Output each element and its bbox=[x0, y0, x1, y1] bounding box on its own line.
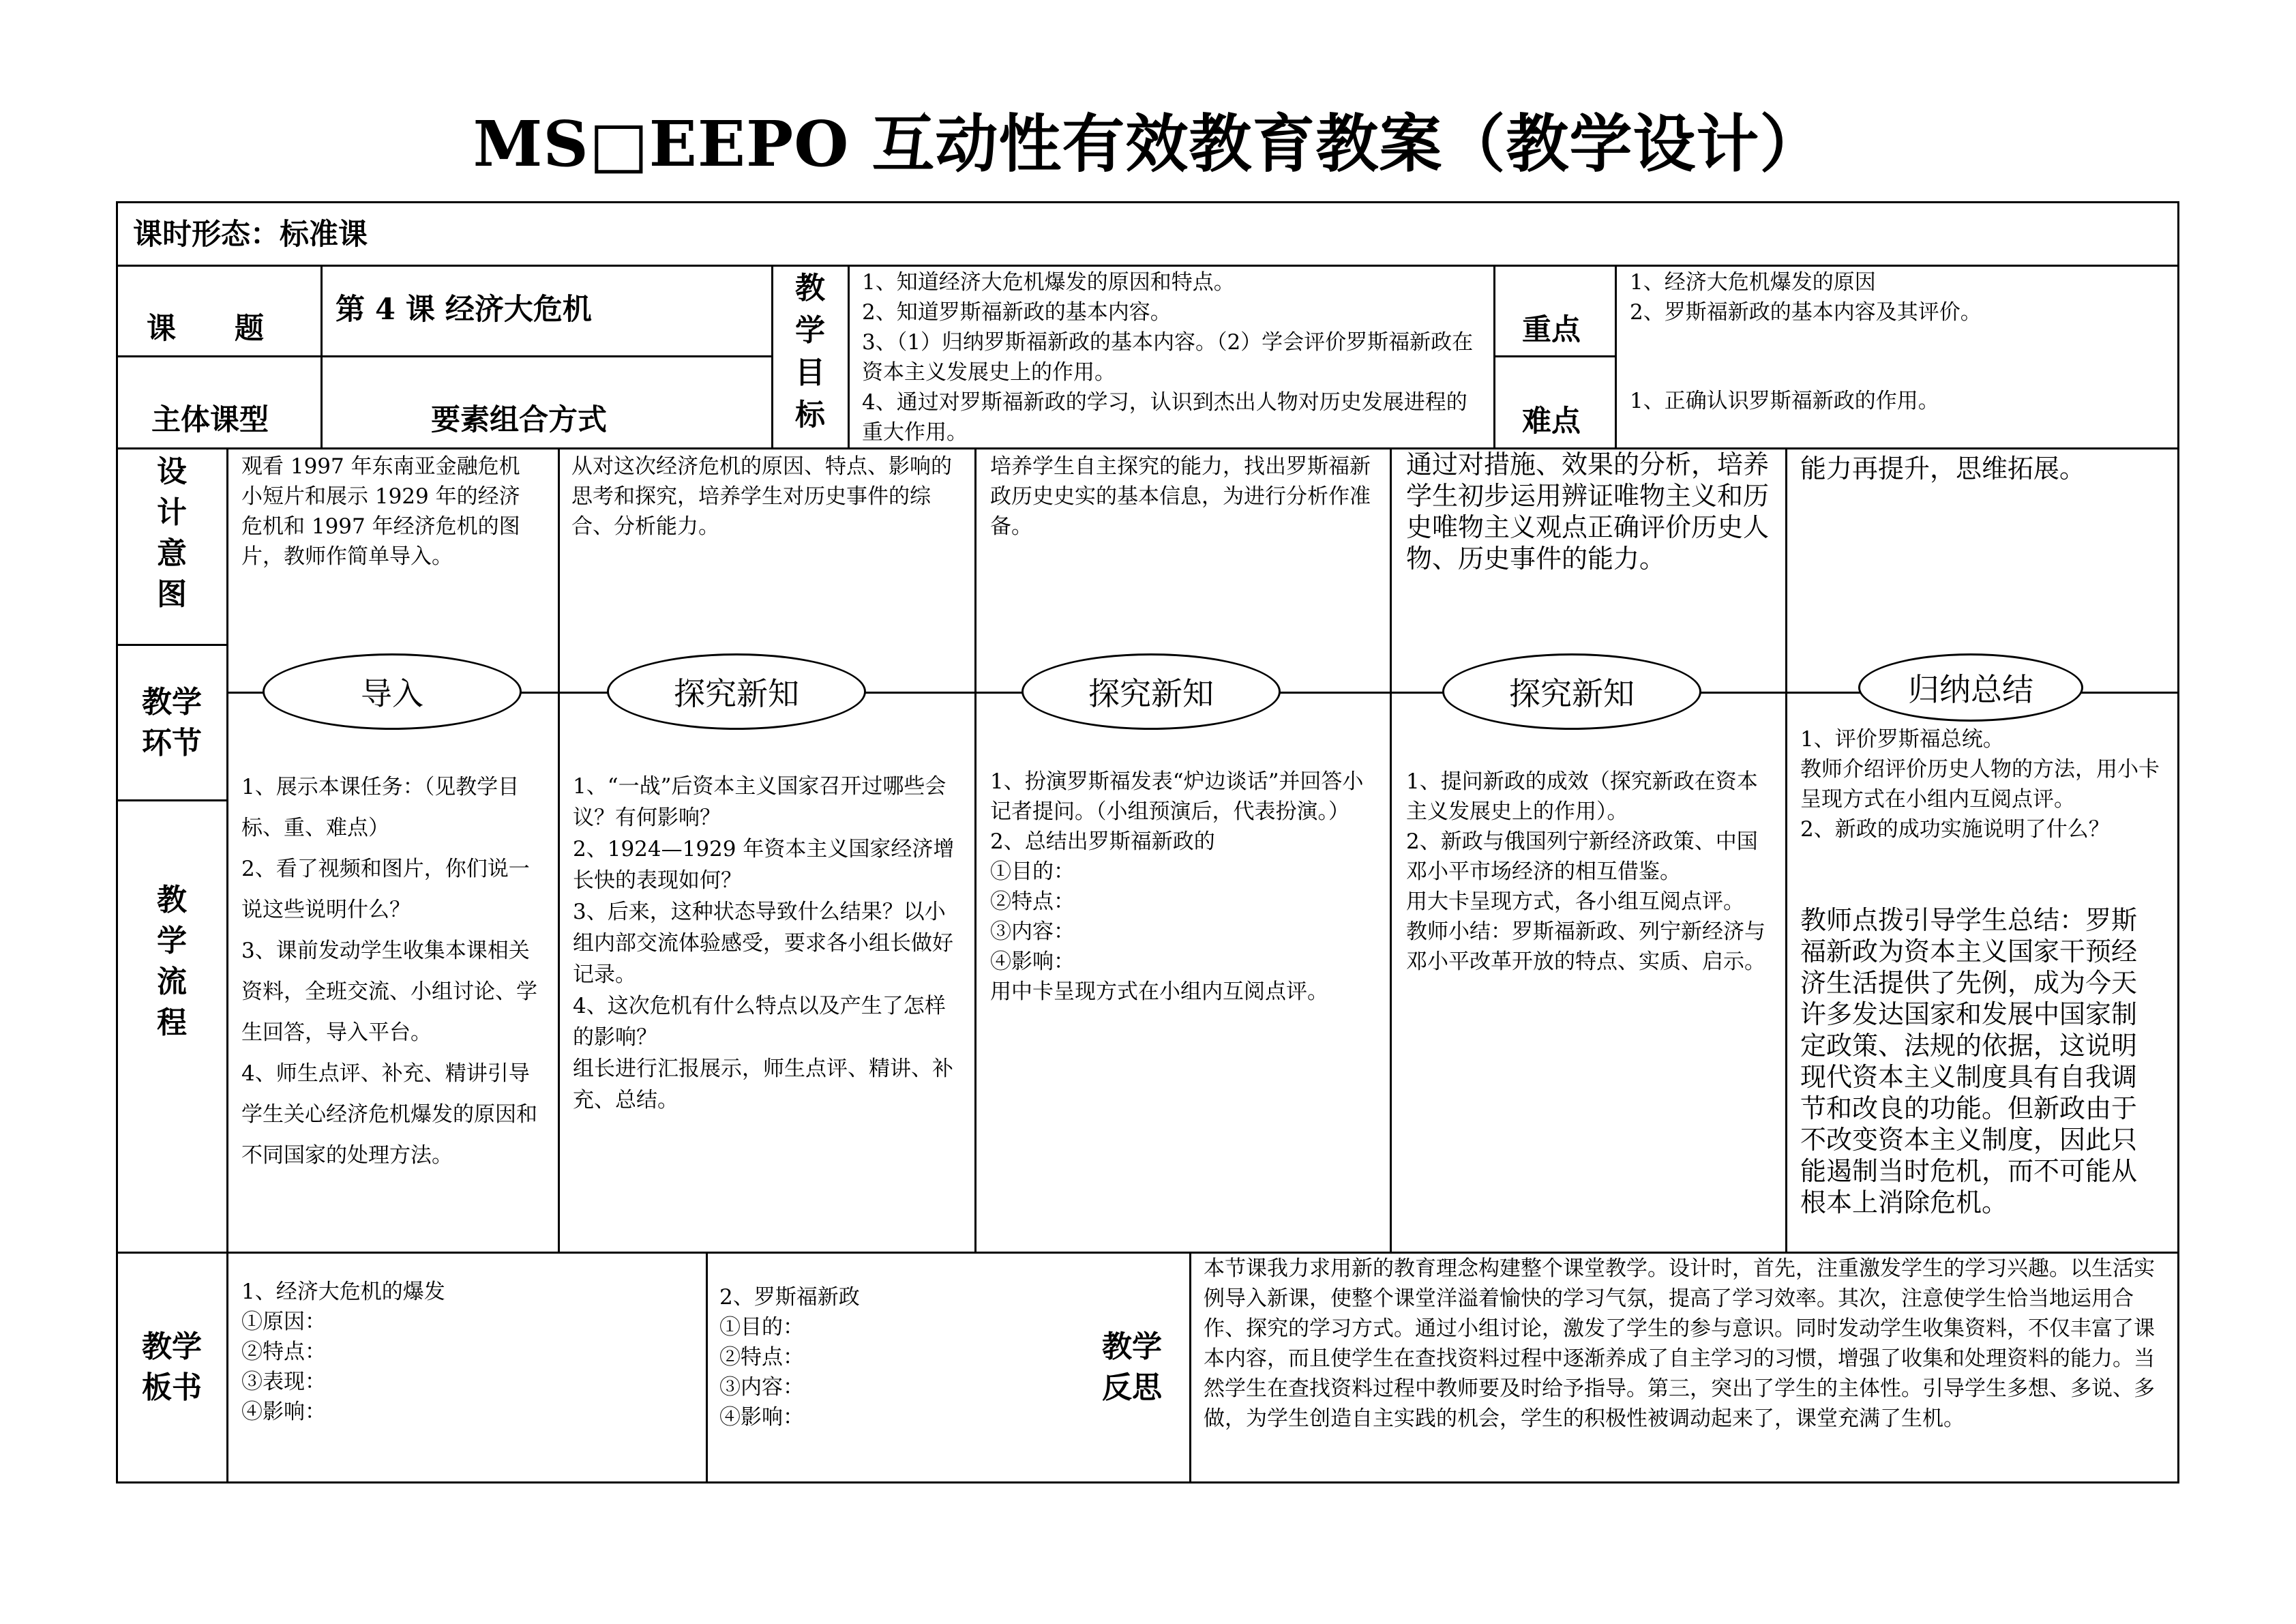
design-intent-label: 设 计 意 图 bbox=[157, 454, 187, 612]
design-intent-col-5: 能力再提升，思维拓展。 bbox=[1800, 454, 2086, 484]
blackboard-label: 教学 板书 bbox=[142, 1329, 202, 1405]
process-col-3: 1、扮演罗斯福发表“炉边谈话”并回答小记者提问。（小组预演后，代表扮演。） 2、总结出罗斯福新政的 ①目的： ②特点： ③内容： ④影响： 用中卡呈现方式在小组内互阅点评。 bbox=[990, 769, 1364, 1004]
process-col-4: 1、提问新政的成效（探究新政在资本主义发展史上的作用）。 2、新政与俄国列宁新经济政策、中国邓小平市场经济的相互借鉴。 用大卡呈现方式，各小组互阅点评。 教师小结：罗斯福新政、列宁新经济与邓小平改革开放的特点、实质、启示。 bbox=[1406, 769, 1765, 974]
reflection-text: 本节课我力求用新的教育理念构建整个课堂教学。设计时，首先，注重激发学生的学习兴趣。以生活实例导入新课，使整个课堂洋溢着愉快的学习气氛，提高了学习效率。其次，注意使学生恰当地运用合作、探究的学习方式。通过小组讨论，激发了学生的参与意识。同时发动学生收集资料，不仅丰富了课本内容，而且使学生在查找资料过程中逐渐养成了自主学习的习惯，增强了收集和处理资料的能力。当然学生在查找资料过程中教师要及时给予指导。第三，突出了学生的主体性。引导学生多想、多说、多做，为学生创造自主实践的机会，学生的积极性被调动起来了，课堂充满了生机。 bbox=[1204, 1256, 2155, 1431]
stage-summary: 归纳总结 bbox=[1858, 653, 2083, 722]
stage-intro: 导入 bbox=[263, 653, 522, 730]
page-title: MS□EEPO 互动性有效教育教案（教学设计） bbox=[473, 107, 1823, 181]
design-intent-col-2: 从对这次经济危机的原因、特点、影响的思考和探究，培养学生对历史事件的综合、分析能力。 bbox=[571, 454, 952, 539]
stage-explore-3: 探究新知 bbox=[1442, 653, 1701, 730]
reflection-label: 教学 反思 bbox=[1102, 1329, 1162, 1405]
stage-explore-1: 探究新知 bbox=[607, 653, 866, 730]
stage-explore-2: 探究新知 bbox=[1022, 653, 1281, 730]
design-intent-col-1: 观看 1997 年东南亚金融危机小短片和展示 1929 年的经济危机和 1997 年经济危机的图片，教师作简单导入。 bbox=[241, 454, 520, 569]
goals-label: 教 学 目 标 bbox=[795, 271, 825, 432]
design-intent-col-4: 通过对措施、效果的分析，培养学生初步运用辨证唯物主义和历史唯物主义观点正确评价历史人物、历史事件的能力。 bbox=[1406, 449, 1770, 574]
process-col-5: 1、评价罗斯福总统。 教师介绍评价历史人物的方法，用小卡呈现方式在小组内互阅点评。 2、新政的成功实施说明了什么？ bbox=[1800, 727, 2160, 842]
lesson-type-value: 要素组合方式 bbox=[431, 403, 607, 437]
lesson-form-label: 课时形态：标准课 bbox=[133, 218, 368, 252]
difficulty-text: 1、正确认识罗斯福新政的作用。 bbox=[1630, 389, 1939, 413]
difficulty-label: 难点 bbox=[1522, 404, 1581, 439]
teaching-stages-label: 教学 环节 bbox=[142, 685, 202, 761]
topic-label: 课 题 bbox=[147, 312, 264, 346]
blackboard-left: 1、经济大危机的爆发 ①原因： ②特点： ③表现： ④影响： bbox=[241, 1280, 445, 1424]
lesson-type-label: 主体课型 bbox=[151, 403, 269, 437]
teaching-process-label: 教 学 流 程 bbox=[157, 883, 187, 1040]
design-intent-col-3: 培养学生自主探究的能力，找出罗斯福新政历史史实的基本信息，为进行分析作准备。 bbox=[990, 454, 1371, 539]
process-col-5-summary: 教师点拨引导学生总结：罗斯福新政为资本主义国家干预经济生活提供了先例，成为今天许多发达国家和发展中国家制定政策、法规的依据，这说明现代资本主义制度具有自我调节和改良的功能。但新政由于不改变资本主义制度，因此只能遏制当时危机，而不可能从根本上消除危机。 bbox=[1800, 905, 2138, 1217]
goals-text: 1、知道经济大危机爆发的原因和特点。 2、知道罗斯福新政的基本内容。 3、（1）归纳罗斯福新政的基本内容。（2）学会评价罗斯福新政在资本主义发展史上的作用。 4、通过对罗斯福新政的学习，认识到杰出人物对历史发展进程的重大作用。 bbox=[862, 270, 1474, 445]
process-col-1: 1、展示本课任务：（见教学目标、重、难点） 2、看了视频和图片，你们说一说这些说明什么？ 3、课前发动学生收集本课相关资料，全班交流、小组讨论、学生回答，导入平台。 4、师生点评、补充、精讲引导学生关心经济危机爆发的原因和不同国家的处理方法。 bbox=[241, 775, 537, 1168]
key-points-label: 重点 bbox=[1522, 313, 1581, 347]
key-points-text: 1、经济大危机爆发的原因 2、罗斯福新政的基本内容及其评价。 bbox=[1630, 270, 1982, 325]
process-col-2: 1、“一战”后资本主义国家召开过哪些会议？有何影响？ 2、1924—1929 年资本主义国家经济增长快的表现如何？ 3、后来，这种状态导致什么结果？以小组内部交流体验感受，要求各小组长做好记录。 4、这次危机有什么特点以及产生了怎样的影响？ 组长进行汇报展示，师生点评、精讲、补充、总结。 bbox=[573, 774, 955, 1112]
blackboard-right: 2、罗斯福新政 ①目的： ②特点： ③内容： ④影响： bbox=[719, 1285, 860, 1430]
topic-value: 第 4 课 经济大危机 bbox=[336, 293, 592, 327]
